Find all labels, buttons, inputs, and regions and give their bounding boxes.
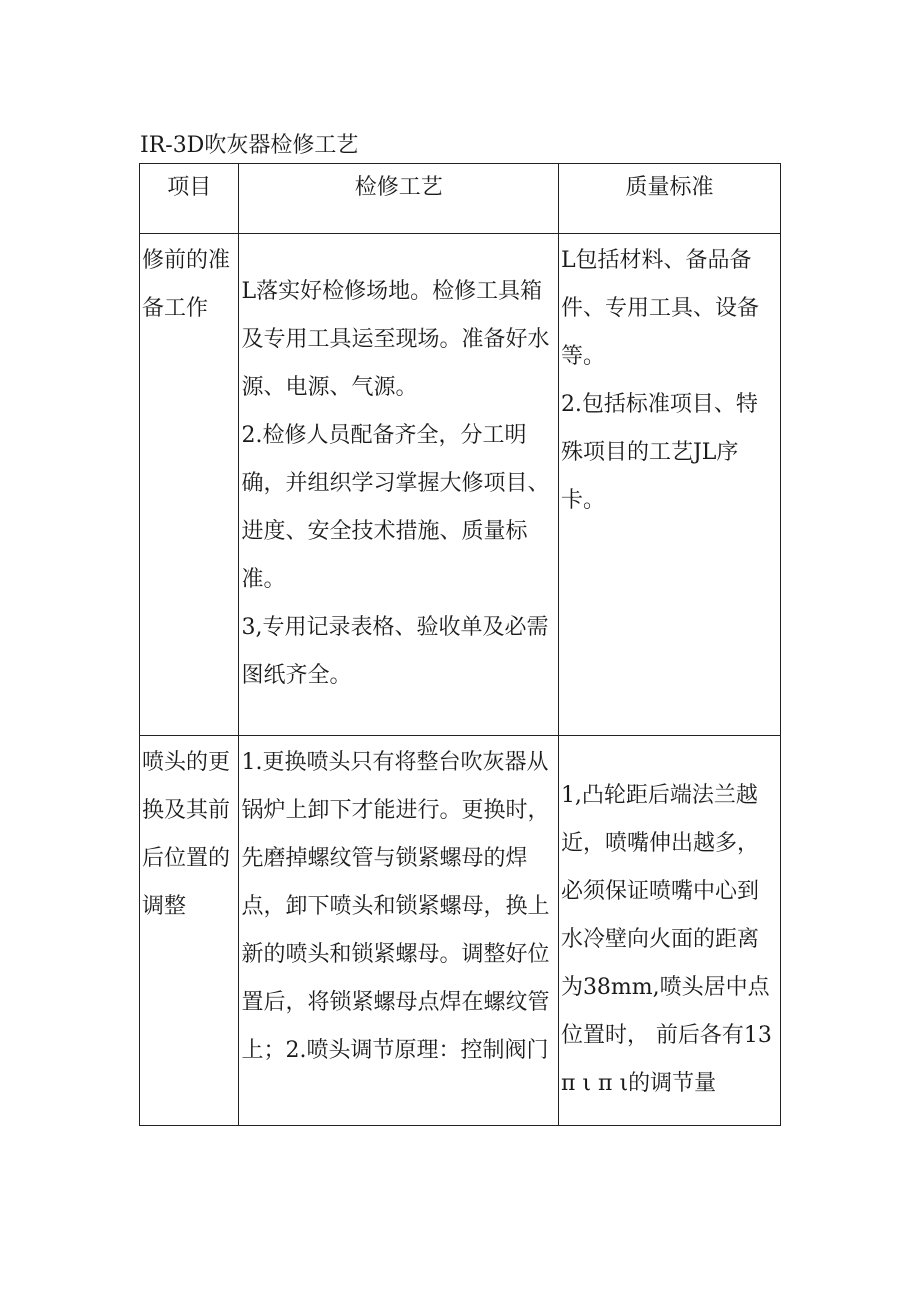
item-text: 喷头的更换及其前后位置的调整 xyxy=(142,750,231,919)
header-process: 检修工艺 xyxy=(239,164,558,234)
table-row xyxy=(140,234,781,736)
header-standard: 质量标准 xyxy=(558,164,780,234)
process-cell xyxy=(239,234,558,736)
process-cell xyxy=(239,736,558,1126)
standard-cell xyxy=(558,234,780,736)
table-row xyxy=(140,736,781,1126)
header-item: 项目 xyxy=(140,164,239,234)
item-cell xyxy=(140,736,239,1126)
process-table xyxy=(139,163,781,1126)
table-header-row xyxy=(140,164,781,234)
process-step: L落实好检修场地。检修工具箱及专用工具运至现场。准备好水源、电源、气源。 xyxy=(241,279,550,400)
process-step: 1.更换喷头只有将整台吹灰器从锅炉上卸下才能进行。更换时，先磨掉螺纹管与锁紧螺母的焊点，卸下喷头和锁紧螺母，换上新的喷头和锁紧螺母。调整好位置后，将锁紧螺母点焊在螺纹管上；2.喷头调节原理：控制阀门 xyxy=(241,750,550,1063)
standard-item: 1,凸轮距后端法兰越近，喷嘴伸出越多，必须保证喷嘴中心到水冷壁向火面的距离为38mm,喷头居中点位置时， 前后各有13π ι π ι的调节量 xyxy=(560,783,772,1096)
process-step: 2.检修人员配备齐全，分工明确，并组织学习掌握大修项目、进度、安全技术措施、质量标准。 xyxy=(241,423,550,592)
process-step: 3,专用记录表格、验收单及必需图纸齐全。 xyxy=(241,615,549,688)
document-title: IR-3D吹灰器检修工艺 xyxy=(140,133,359,158)
standard-item: L包括材料、备品备件、专用工具、设备等。 xyxy=(560,248,759,369)
item-cell xyxy=(140,234,239,736)
standard-item: 2.包括标准项目、特殊项目的工艺JL序卡。 xyxy=(560,392,758,513)
item-text: 修前的准备工作 xyxy=(142,248,231,321)
standard-cell xyxy=(558,736,780,1126)
